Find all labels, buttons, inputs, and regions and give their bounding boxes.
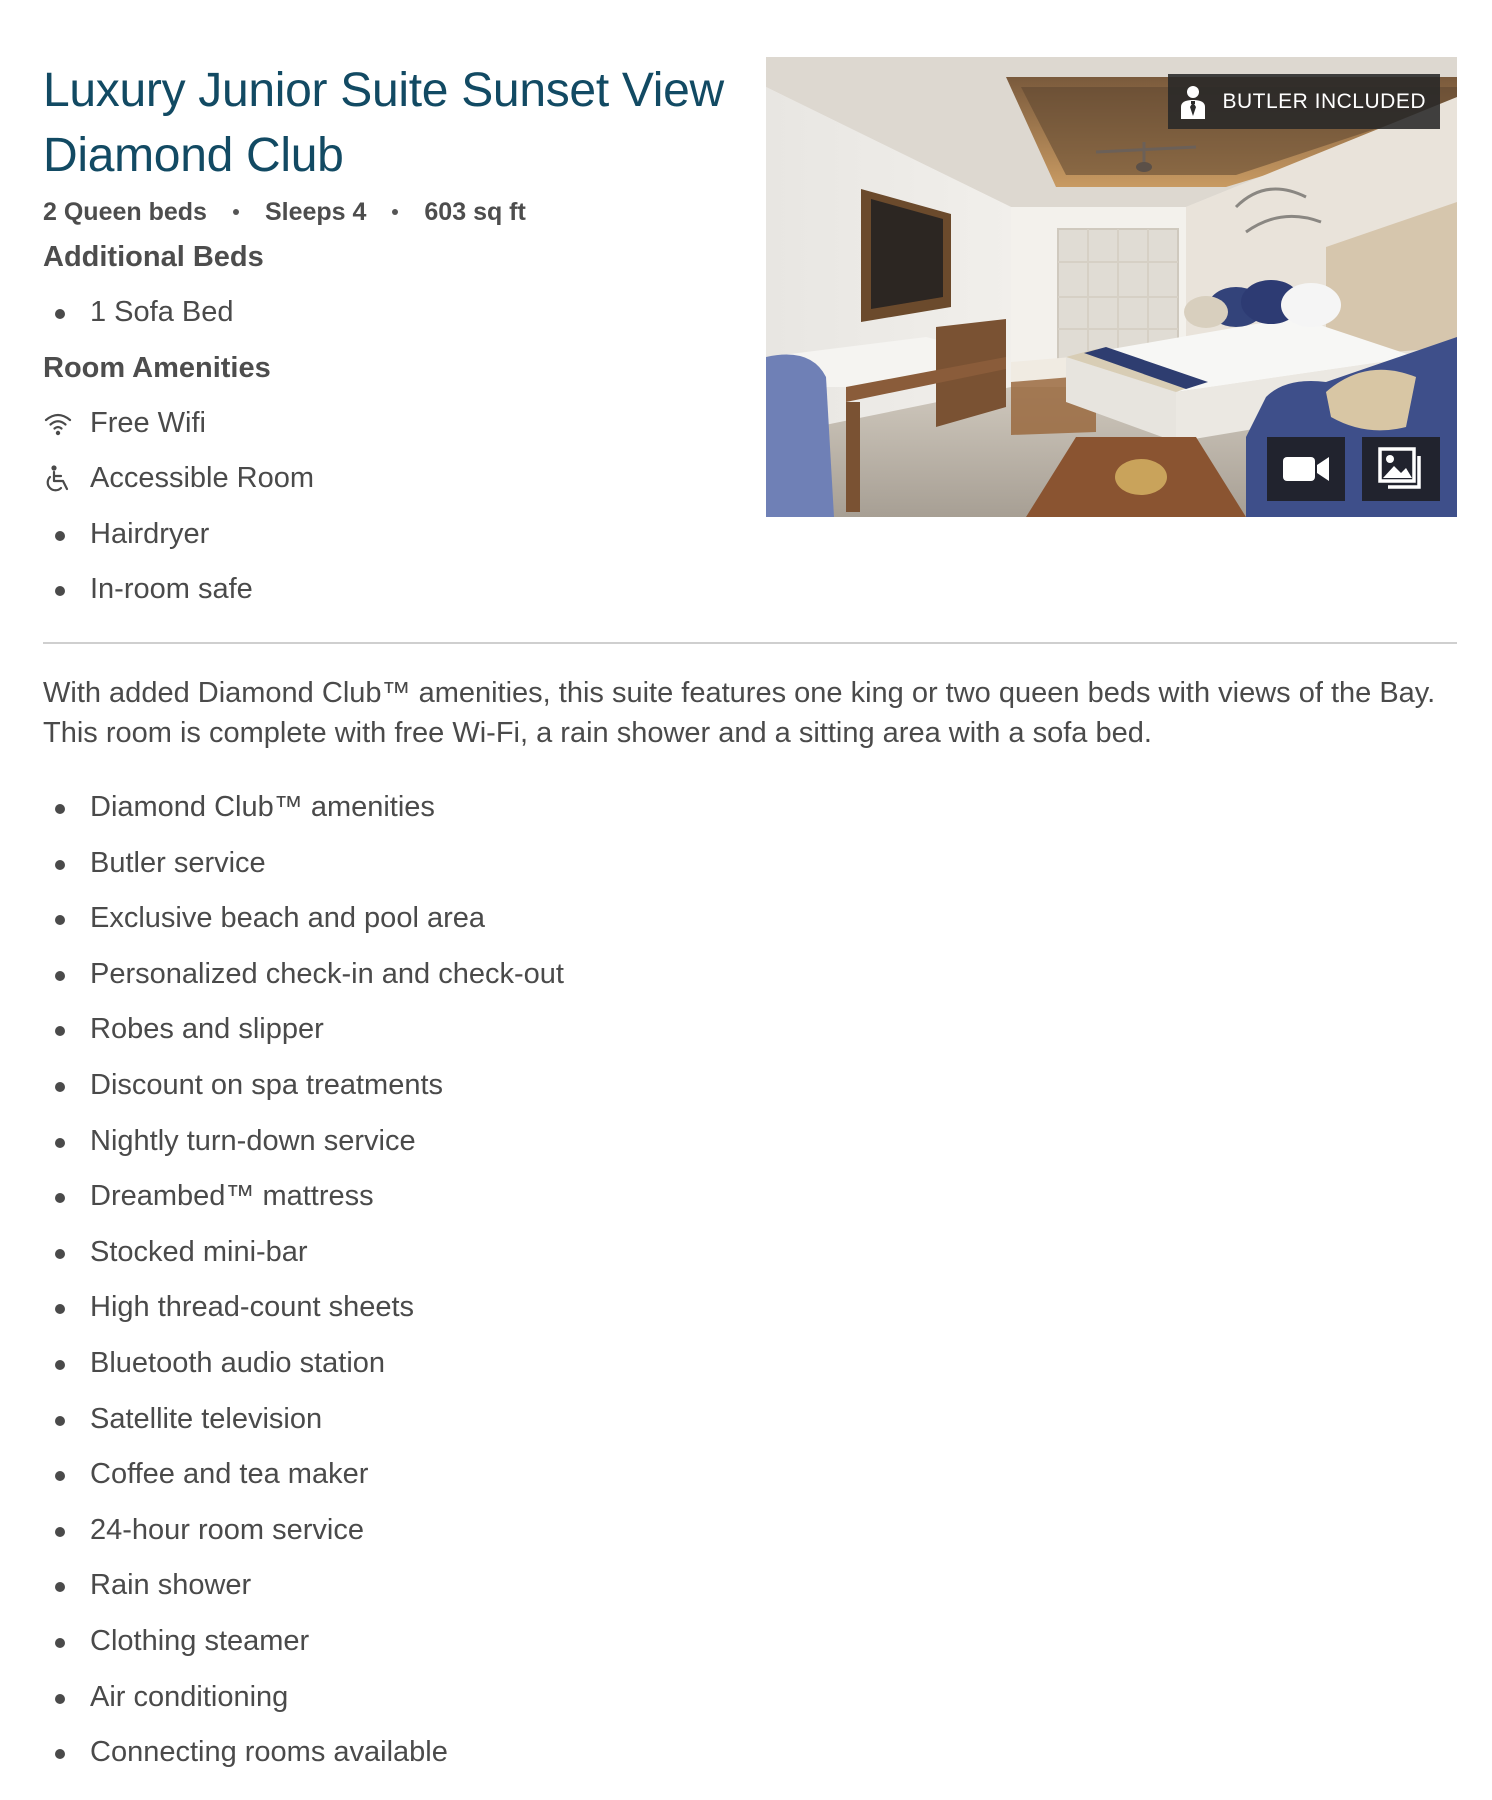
bullet-icon: [55, 1527, 65, 1537]
list-item: [43, 1225, 1043, 1281]
bullet-icon: [55, 1249, 65, 1259]
bullet-icon: [55, 309, 65, 319]
list-item: [43, 285, 743, 341]
list-item-label: Exclusive beach and pool area: [90, 902, 485, 935]
list-item-label: Stocked mini-bar: [90, 1235, 308, 1268]
separator-dot: [233, 209, 239, 215]
list-item-label: Satellite television: [90, 1402, 323, 1435]
room-title-line2: Diamond Club: [43, 129, 344, 182]
bullet-icon: [55, 586, 65, 596]
separator-dot: [392, 209, 398, 215]
list-item-label: Coffee and tea maker: [90, 1458, 369, 1491]
bullet-icon: [55, 1082, 65, 1092]
list-item: [43, 836, 1043, 892]
room-beds: 2 Queen beds: [43, 197, 207, 226]
gallery-button[interactable]: [1362, 437, 1440, 501]
list-item: [43, 891, 1043, 947]
room-title: [43, 58, 743, 188]
list-item: [43, 1725, 1043, 1781]
list-item: [43, 1447, 1043, 1503]
room-details: [43, 0, 1457, 1800]
list-item: [43, 1002, 1043, 1058]
list-item: [43, 1058, 1043, 1114]
list-item-label: Dreambed™ mattress: [90, 1180, 374, 1213]
list-item-label: High thread-count sheets: [90, 1291, 415, 1324]
bullet-icon: [55, 531, 65, 541]
features-list: [43, 780, 1043, 1781]
list-item-label: Accessible Room: [90, 462, 315, 495]
bullet-icon: [55, 1582, 65, 1592]
room-size: 603 sq ft: [424, 197, 526, 226]
section-divider: [43, 642, 1457, 644]
room-amenities-heading: Room Amenities: [43, 351, 271, 384]
bullet-icon: [55, 1416, 65, 1426]
list-item: [43, 1280, 1043, 1336]
bullet-icon: [55, 804, 65, 814]
list-item-label: Discount on spa treatments: [90, 1068, 444, 1101]
list-item: [43, 947, 1043, 1003]
video-camera-icon: [1281, 453, 1331, 485]
list-item-label: Personalized check-in and check-out: [90, 957, 564, 990]
bullet-icon: [55, 915, 65, 925]
room-title-line1: Luxury Junior Suite Sunset View: [43, 64, 724, 117]
bullet-icon: [55, 1638, 65, 1648]
bullet-icon: [55, 860, 65, 870]
list-item: [43, 1336, 1043, 1392]
bullet-icon: [55, 1471, 65, 1481]
room-photo[interactable]: [766, 57, 1457, 517]
badge-label: BUTLER INCLUDED: [1222, 89, 1426, 113]
video-button[interactable]: [1267, 437, 1345, 501]
list-item: [43, 1670, 1043, 1726]
list-item-label: 24-hour room service: [90, 1513, 364, 1546]
wifi-icon: [43, 409, 73, 439]
list-item: [43, 562, 743, 618]
room-summary: [43, 0, 1457, 640]
list-item-label: Hairdryer: [90, 517, 210, 550]
room-meta: [43, 194, 743, 230]
butler-included-badge: [1168, 74, 1440, 129]
bullet-icon: [55, 1304, 65, 1314]
list-item: [43, 1558, 1043, 1614]
bullet-icon: [55, 1694, 65, 1704]
list-item: [43, 507, 743, 563]
list-item-label: Free Wifi: [90, 406, 206, 439]
bullet-icon: [55, 1138, 65, 1148]
room-sleeps: Sleeps 4: [264, 197, 367, 226]
bullet-icon: [55, 1749, 65, 1759]
list-item: [43, 396, 743, 452]
list-item-label: Butler service: [90, 846, 266, 879]
bullet-icon: [55, 1026, 65, 1036]
list-item: [43, 1392, 1043, 1448]
list-item-label: Diamond Club™ amenities: [90, 791, 435, 823]
bullet-icon: [55, 1360, 65, 1370]
list-item-label: Connecting rooms available: [90, 1736, 448, 1769]
list-item-label: Rain shower: [90, 1569, 252, 1602]
list-item-label: Robes and slipper: [90, 1013, 324, 1046]
wheelchair-icon: [43, 464, 73, 494]
list-item: [43, 1614, 1043, 1670]
list-item-label: Bluetooth audio station: [90, 1346, 386, 1379]
list-item: [43, 1169, 1043, 1225]
list-item-label: In-room safe: [90, 573, 253, 606]
room-info: [43, 58, 743, 618]
list-item-label: Nightly turn-down service: [90, 1124, 416, 1157]
room-description: With added Diamond Club™ amenities, this suite features one king or two queen beds with views of the Bay. This room is complete with free Wi-Fi, a rain shower and a sitting area with a sofa bed.: [43, 677, 1436, 749]
list-item-label: Air conditioning: [90, 1680, 289, 1713]
bullet-icon: [55, 971, 65, 981]
list-item-label: 1 Sofa Bed: [90, 296, 234, 328]
additional-beds-heading: Additional Beds: [43, 241, 264, 273]
list-item: [43, 1503, 1043, 1559]
additional-beds-list: [43, 285, 743, 341]
room-amenities-list: [43, 396, 743, 618]
list-item: [43, 1114, 1043, 1170]
gallery-icon: [1377, 446, 1425, 492]
list-item: [43, 451, 743, 507]
list-item-label: Clothing steamer: [90, 1624, 310, 1657]
list-item: [43, 780, 1043, 836]
bullet-icon: [55, 1193, 65, 1203]
butler-icon: [1178, 85, 1208, 119]
